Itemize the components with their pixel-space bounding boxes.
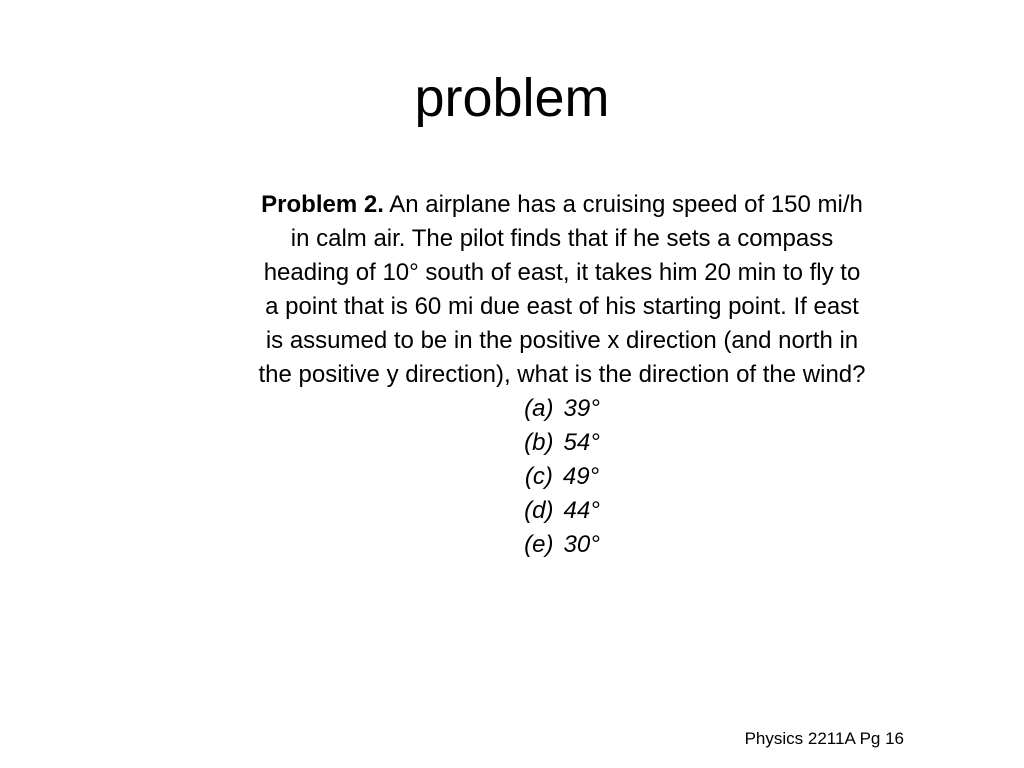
problem-line-6: the positive y direction), what is the direction of the wind? xyxy=(258,361,866,388)
problem-line-4: a point that is 60 mi due east of his starting point. If east xyxy=(265,293,859,320)
problem-line-5: is assumed to be in the positive x direction (and north in xyxy=(265,327,859,354)
problem-line-1: An airplane has a cruising speed of 150 mi/h xyxy=(389,191,863,218)
choice-letter: (a) xyxy=(524,395,554,422)
choice-b xyxy=(190,426,934,460)
choice-value: 54° xyxy=(563,429,600,456)
choice-value: 49° xyxy=(562,463,600,490)
choice-value: 44° xyxy=(563,497,600,524)
problem-line-2: in calm air. The pilot finds that if he sets a compass xyxy=(290,225,834,252)
choice-a xyxy=(190,392,934,426)
problem-line-3: heading of 10° south of east, it takes him 20 min to fly to xyxy=(263,259,861,286)
choice-value: 30° xyxy=(563,531,600,558)
problem-block xyxy=(190,188,934,562)
slide-footer: Physics 2211A Pg 16 xyxy=(744,729,904,748)
problem-label: Problem 2. xyxy=(261,191,384,218)
choice-e xyxy=(190,528,934,562)
choice-letter: (c) xyxy=(524,463,553,490)
choice-value: 39° xyxy=(563,395,600,422)
choice-letter: (e) xyxy=(524,531,554,558)
choice-d xyxy=(190,494,934,528)
problem-statement xyxy=(190,188,934,392)
slide-title: problem xyxy=(414,68,610,128)
choice-letter: (b) xyxy=(524,429,554,456)
answer-choices xyxy=(190,392,934,562)
choice-c xyxy=(190,460,934,494)
choice-letter: (d) xyxy=(524,497,554,524)
